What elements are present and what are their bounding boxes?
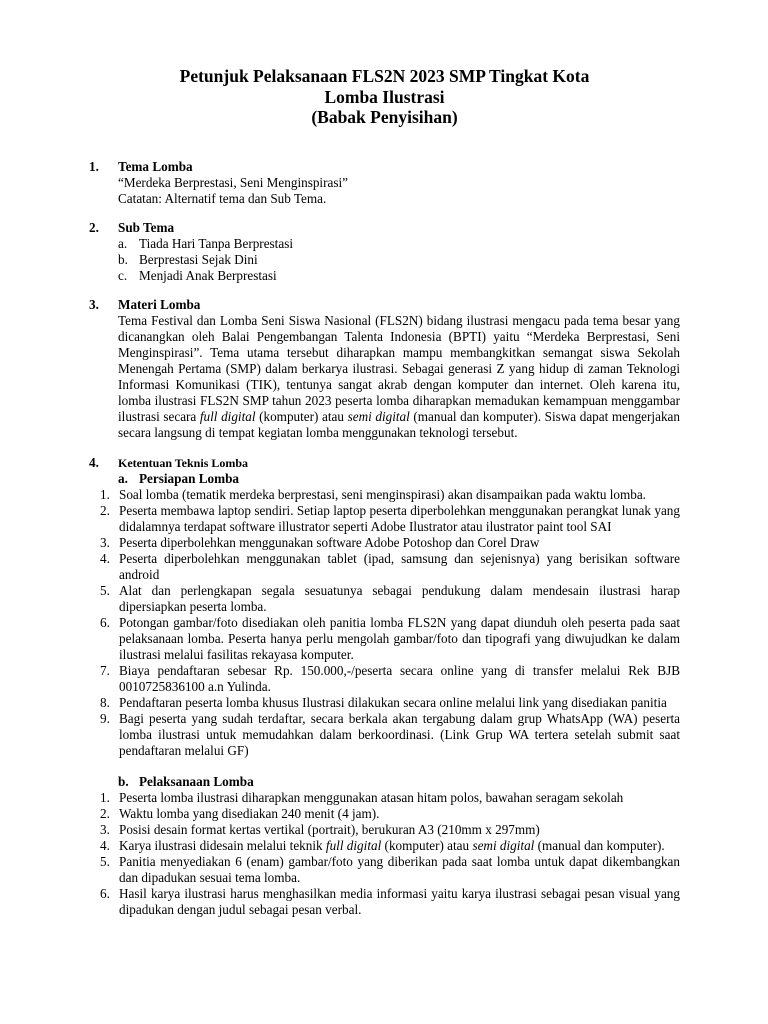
list-number: 6.	[100, 614, 110, 630]
list-text: Tiada Hari Tanpa Berprestasi	[139, 235, 293, 251]
list-text: Peserta lomba ilustrasi diharapkan menggunakan atasan hitam polos, bawahan seragam sekolah	[119, 789, 624, 805]
list-text-part: (komputer) atau	[381, 837, 473, 853]
list-item	[100, 838, 680, 854]
section-number: 4.	[89, 454, 99, 470]
section-heading: Materi Lomba	[118, 296, 201, 312]
list-marker: c.	[118, 267, 128, 283]
subsection-title: Persiapan Lomba	[139, 470, 240, 486]
list-text: Alat dan perlengkapan segala sesuatunya sebagai pendukung dalam mendesain ilustrasi harap dipersiapkan peserta lomba.	[119, 582, 680, 614]
list-text: Peserta diperbolehkan menggunakan software Adobe Potoshop dan Corel Draw	[119, 534, 540, 550]
list-item	[100, 822, 680, 838]
list-marker: a.	[118, 235, 128, 251]
list-item	[100, 711, 680, 759]
section-heading: Sub Tema	[118, 219, 175, 235]
section-ketentuan-teknis	[89, 455, 680, 918]
theme-text: “Merdeka Berprestasi, Seni Menginspirasi”	[118, 174, 348, 190]
section-materi-lomba	[89, 297, 680, 441]
list-number: 6.	[100, 885, 110, 901]
section-tema-lomba	[89, 159, 680, 207]
subsection-marker: b.	[118, 773, 129, 789]
list-text: Posisi desain format kertas vertikal (portrait), berukuran A3 (210mm x 297mm)	[119, 821, 540, 837]
list-number: 5.	[100, 853, 110, 869]
list-item	[100, 663, 680, 695]
list-item	[100, 535, 680, 551]
subsection-title: Pelaksanaan Lomba	[139, 773, 254, 789]
emphasis-text: full digital	[199, 408, 256, 424]
list-text: Berprestasi Sejak Dini	[139, 251, 258, 267]
list-item	[118, 252, 680, 268]
list-text: Pendaftaran peserta lomba khusus Ilustrasi dilakukan secara online melalui link yang disediakan panitia	[119, 694, 667, 710]
section-sub-tema	[89, 220, 680, 284]
list-item	[100, 583, 680, 615]
section-heading: Ketentuan Teknis Lomba	[118, 455, 249, 470]
list-number: 8.	[100, 694, 110, 710]
section-heading: Tema Lomba	[118, 158, 193, 174]
subsection-heading-persiapan	[118, 471, 680, 487]
document-title	[89, 66, 680, 128]
list-number: 3.	[100, 534, 110, 550]
section-number: 3.	[89, 296, 99, 312]
list-number: 1.	[100, 789, 110, 805]
list-text: Panitia menyediakan 6 (enam) gambar/foto yang diberikan pada saat lomba untuk dapat dikembangkan dan dipadukan sesuai tema lomba.	[119, 853, 680, 885]
list-text: Peserta diperbolehkan menggunakan tablet (ipad, samsung dan sejenisnya) yang berisikan software android	[119, 550, 680, 582]
sub-theme-list	[118, 236, 680, 284]
list-number: 7.	[100, 662, 110, 678]
emphasis-text: semi digital	[472, 837, 535, 853]
section-number: 1.	[89, 158, 99, 174]
pelaksanaan-list	[100, 790, 680, 918]
list-text: Hasil karya ilustrasi harus menghasilkan media informasi yaitu karya ilustrasi sebagai pesan visual yang dipadukan dengan judul sebagai pesan verbal.	[119, 885, 680, 917]
list-item	[100, 615, 680, 663]
list-item	[100, 503, 680, 535]
list-item	[100, 790, 680, 806]
title-line-3: (Babak Penyisihan)	[311, 107, 458, 127]
list-item	[118, 236, 680, 252]
list-text: Waktu lomba yang disediakan 240 menit (4 jam).	[119, 805, 380, 821]
list-number: 9.	[100, 710, 110, 726]
persiapan-list	[100, 487, 680, 759]
emphasis-text: full digital	[325, 837, 382, 853]
title-line-2: Lomba Ilustrasi	[324, 86, 445, 107]
section-number: 2.	[89, 219, 99, 235]
paragraph-text: Tema Festival dan Lomba Seni Siswa Nasional (FLS2N) bidang ilustrasi mengacu pada tema besar yang dicanangkan oleh Balai Pengembangan Talenta Indonesia (BPTI) yaitu “Merdeka Berprestasi, Seni Menginspirasi”. Tema utama tersebut diharapkan mampu membangkitkan semangat siswa Sekolah Menengah Pertama (SMP) dalam berkarya ilustrasi. Sebagai generasi Z yang hidup di zaman Teknologi Informasi Komunikasi (TIK), tentunya sangat akrab dengan komputer dan internet. Oleh karena itu, lomba ilustrasi FLS2N SMP tahun 2023 peserta lomba diharapkan memadukan kemampuan menggambar ilustrasi secara	[118, 312, 680, 424]
list-text: Potongan gambar/foto disediakan oleh panitia lomba FLS2N yang dapat diunduh oleh peserta pada saat pelaksanaan lomba. Peserta hanya perlu mengolah gambar/foto dan tipografi yang diwujudkan ke dalam ilustrasi melalui fasilitas rekayasa komputer.	[119, 614, 680, 662]
title-line-1: Petunjuk Pelaksanaan FLS2N 2023 SMP Tingkat Kota	[179, 66, 590, 86]
theme-note: Catatan: Alternatif tema dan Sub Tema.	[118, 190, 327, 206]
list-text: Peserta membawa laptop sendiri. Setiap laptop peserta diperbolehkan menggunakan perangkat lunak yang didalamnya terdapat software illustrator seperti Adobe Ilustrator atau ilustrator paint tool SAI	[119, 502, 680, 534]
list-text-part: Karya ilustrasi didesain melalui teknik	[119, 837, 326, 853]
list-number: 3.	[100, 821, 110, 837]
list-item	[100, 487, 680, 503]
list-marker: b.	[118, 251, 128, 267]
list-item	[100, 806, 680, 822]
list-text	[119, 838, 680, 854]
list-item	[100, 886, 680, 918]
materi-paragraph	[118, 313, 680, 441]
list-text-part: (manual dan komputer).	[534, 837, 665, 853]
emphasis-text: semi digital	[347, 408, 410, 424]
list-item	[100, 695, 680, 711]
paragraph-text: (komputer) atau	[255, 408, 348, 424]
list-number: 4.	[100, 550, 110, 566]
list-number: 2.	[100, 805, 110, 821]
paragraph-text: (manual dan komputer). Siswa dapat mengerjakan secara langsung di tempat kegiatan lomba menggunakan teknologi tersebut.	[118, 408, 680, 440]
list-text: Menjadi Anak Berprestasi	[139, 267, 277, 283]
list-item	[100, 854, 680, 886]
list-text: Bagi peserta yang sudah terdaftar, secara berkala akan tergabung dalam grup WhatsApp (WA) peserta lomba ilustrasi untuk memudahkan dalam berkoordinasi. (Link Grup WA tertera setelah submit saat pendaftaran melalui GF)	[119, 710, 680, 758]
subsection-marker: a.	[118, 470, 128, 486]
list-number: 5.	[100, 582, 110, 598]
list-number: 2.	[100, 502, 110, 518]
list-number: 4.	[100, 837, 110, 853]
list-text: Biaya pendaftaran sebesar Rp. 150.000,-/peserta secara online yang di transfer melalui Rek BJB 0010725836100 a.n Yulinda.	[119, 662, 680, 694]
list-number: 1.	[100, 486, 110, 502]
list-text: Soal lomba (tematik merdeka berprestasi, seni menginspirasi) akan disampaikan pada waktu lomba.	[119, 486, 646, 502]
subsection-heading-pelaksanaan	[118, 774, 680, 790]
list-item	[100, 551, 680, 583]
list-item	[118, 268, 680, 284]
